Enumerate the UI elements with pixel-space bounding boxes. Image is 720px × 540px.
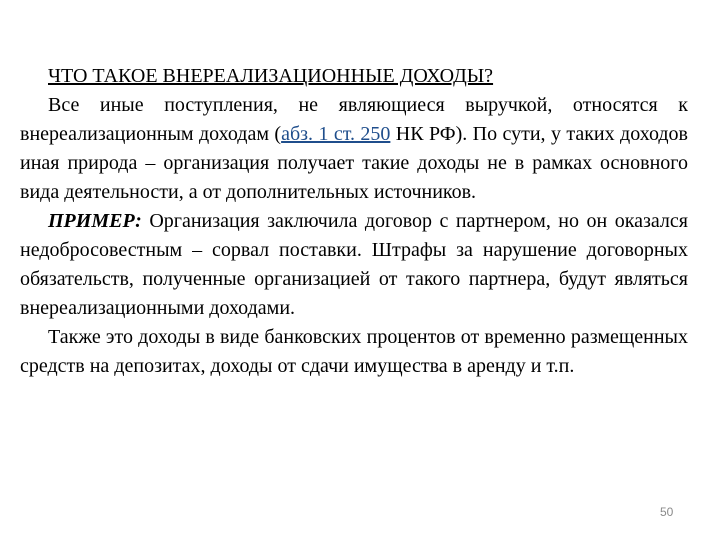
heading-paragraph xyxy=(20,62,688,91)
paragraph-2-text: Организация заключила договор с партнером, но он оказался недобросовестным – сорвал поставки. Штрафы за нарушение договорных обязательств, полученные организацией от такого партнера, будут являться внереализационными доходами. xyxy=(20,210,688,319)
paragraph-3 xyxy=(20,323,688,381)
page-number: 50 xyxy=(660,505,674,519)
example-label: ПРИМЕР: xyxy=(48,210,142,232)
paragraph-3-text: Также это доходы в виде банковских процентов от временно размещенных средств на депозитах, доходы от сдачи имущества в аренду и т.п. xyxy=(20,326,688,377)
law-reference-link[interactable]: абз. 1 ст. 250 xyxy=(281,123,391,145)
paragraph-1-text-after: НК РФ). По сути, у таких доходов иная природа – организация получает такие доходы не в рамках основного вида деятельности, а от дополнительных источников. xyxy=(20,123,688,203)
paragraph-1-text-before: Все иные поступления, не являющиеся выручкой, относятся к внереализационным доходам ( xyxy=(20,94,688,145)
text-block xyxy=(20,62,688,381)
paragraph-1 xyxy=(20,91,688,207)
heading: ЧТО ТАКОЕ ВНЕРЕАЛИЗАЦИОННЫЕ ДОХОДЫ? xyxy=(48,65,494,87)
paragraph-2 xyxy=(20,207,688,323)
